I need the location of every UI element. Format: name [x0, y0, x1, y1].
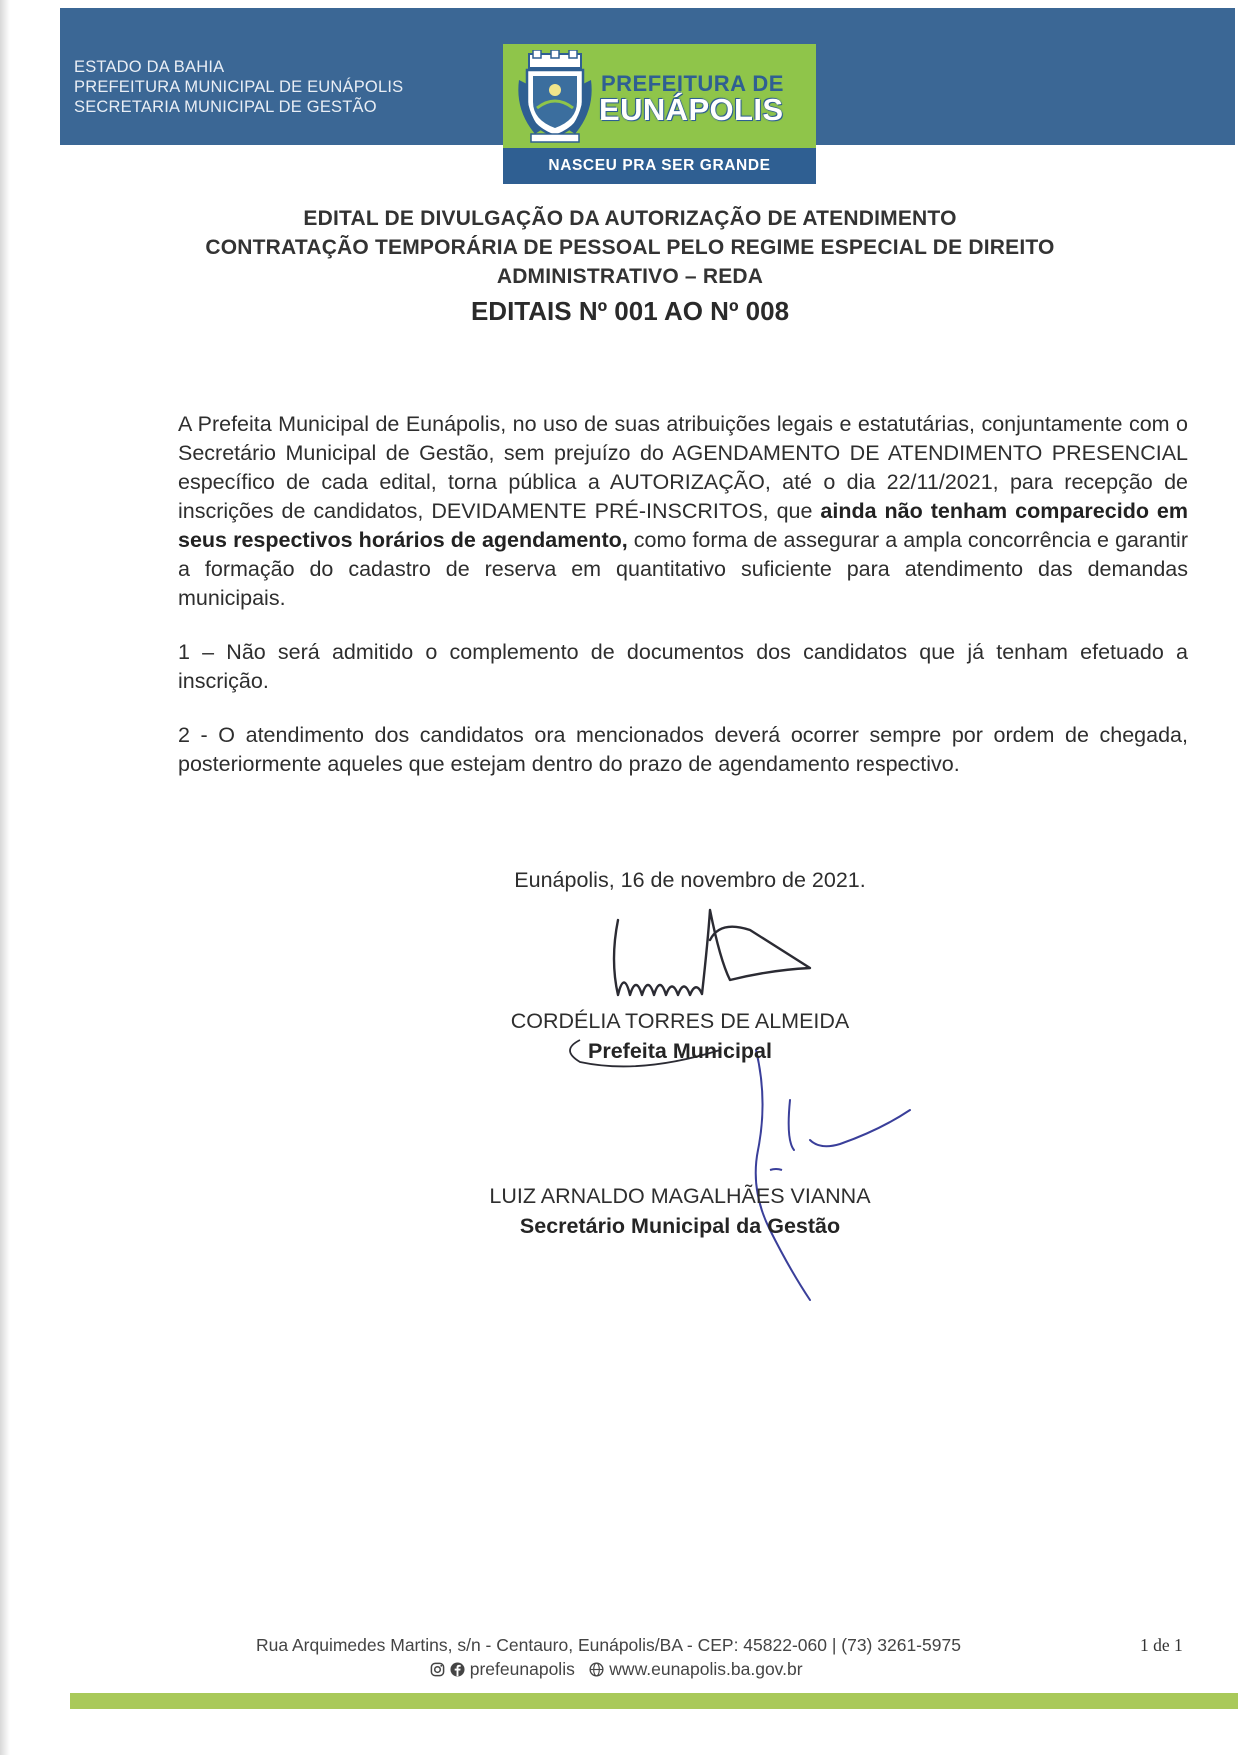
paragraph-authorization: [178, 410, 1188, 613]
signatory-mayor-name: CORDÉLIA TORRES DE ALMEIDA: [510, 1009, 850, 1033]
footer-green-bar: [70, 1693, 1238, 1709]
footer-website-link[interactable]: www.eunapolis.ba.gov.br: [609, 1659, 803, 1679]
header-prefecture: PREFEITURA MUNICIPAL DE EUNÁPOLIS: [74, 78, 404, 96]
title-editais-number: EDITAIS Nº 001 AO Nº 008: [470, 296, 790, 326]
paragraph-authorization-part1: A Prefeita Municipal de Eunápolis, no uso de suas atribuições legais e estatutárias, conjuntamente com o Secretário Municipal de Gestão, sem prejuízo do AGENDAMENTO DE ATENDIMENTO PRESENCIAL específico de cada edital, torna pública a AUTORIZAÇÃO, até o dia 22/11/2021, para recepção de inscrições de candidatos, DEVIDAMENTE PRÉ-INSCRITOS, que: [178, 412, 1188, 523]
item-2: 2 - O atendimento dos candidatos ora mencionados deverá ocorrer sempre por ordem de chegada, posteriormente aqueles que estejam dentro do prazo de agendamento respectivo.: [178, 723, 1188, 776]
footer-social-handle[interactable]: prefeunapolis: [469, 1659, 575, 1679]
logo-text-prefeitura: PREFEITURA DE: [601, 71, 784, 96]
date-line: Eunápolis, 16 de novembro de 2021.: [514, 868, 866, 892]
signatory-secretary-name: LUIZ ARNALDO MAGALHÃES VIANNA: [489, 1184, 871, 1208]
signatory-mayor-role: Prefeita Municipal: [588, 1039, 772, 1063]
paragraph-authorization-part2: como forma de assegurar a ampla concorrência e garantir a formação do cadastro de reserva em quantitativo suficiente para atendimento das demandas municipais.: [178, 528, 1188, 610]
facebook-icon: [450, 1662, 465, 1677]
title-line-2: CONTRATAÇÃO TEMPORÁRIA DE PESSOAL PELO REGIME ESPECIAL DE DIREITO: [205, 236, 1055, 259]
document-title: [150, 204, 1110, 329]
prefecture-logo: [503, 44, 816, 184]
scan-edge-shadow: [0, 0, 10, 1755]
document-body: [178, 410, 1188, 804]
footer-address: Rua Arquimedes Martins, s/n - Centauro, Eunápolis/BA - CEP: 45822-060 | (73) 3261-5975: [256, 1635, 961, 1655]
title-line-3: ADMINISTRATIVO – REDA: [496, 265, 764, 288]
handwritten-signatures: [520, 900, 1020, 1320]
logo-slogan: NASCEU PRA SER GRANDE: [503, 148, 816, 184]
header-secretariat: SECRETARIA MUNICIPAL DE GESTÃO: [74, 98, 377, 116]
paragraph-authorization-bold: ainda não tenham comparecido em seus respectivos horários de agendamento,: [178, 499, 1188, 552]
coat-of-arms-icon: [515, 50, 595, 144]
header-state: ESTADO DA BAHIA: [74, 58, 225, 76]
logo-text-eunapolis: EUNÁPOLIS: [599, 92, 784, 127]
header-text: [74, 57, 403, 117]
instagram-icon: [430, 1662, 445, 1677]
signatory-mayor: [440, 1006, 920, 1066]
globe-icon: [589, 1662, 604, 1677]
item-1: 1 – Não será admitido o complemento de documentos dos candidatos que já tenham efetuado a inscrição.: [178, 640, 1188, 693]
page-number: 1 de 1: [1140, 1635, 1183, 1655]
footer-social: [430, 1659, 803, 1680]
title-line-1: EDITAL DE DIVULGAÇÃO DA AUTORIZAÇÃO DE ATENDIMENTO: [303, 207, 957, 230]
signatory-secretary-role: Secretário Municipal da Gestão: [519, 1214, 841, 1238]
signatory-secretary: [410, 1181, 950, 1241]
logo-green-panel: [503, 44, 816, 148]
